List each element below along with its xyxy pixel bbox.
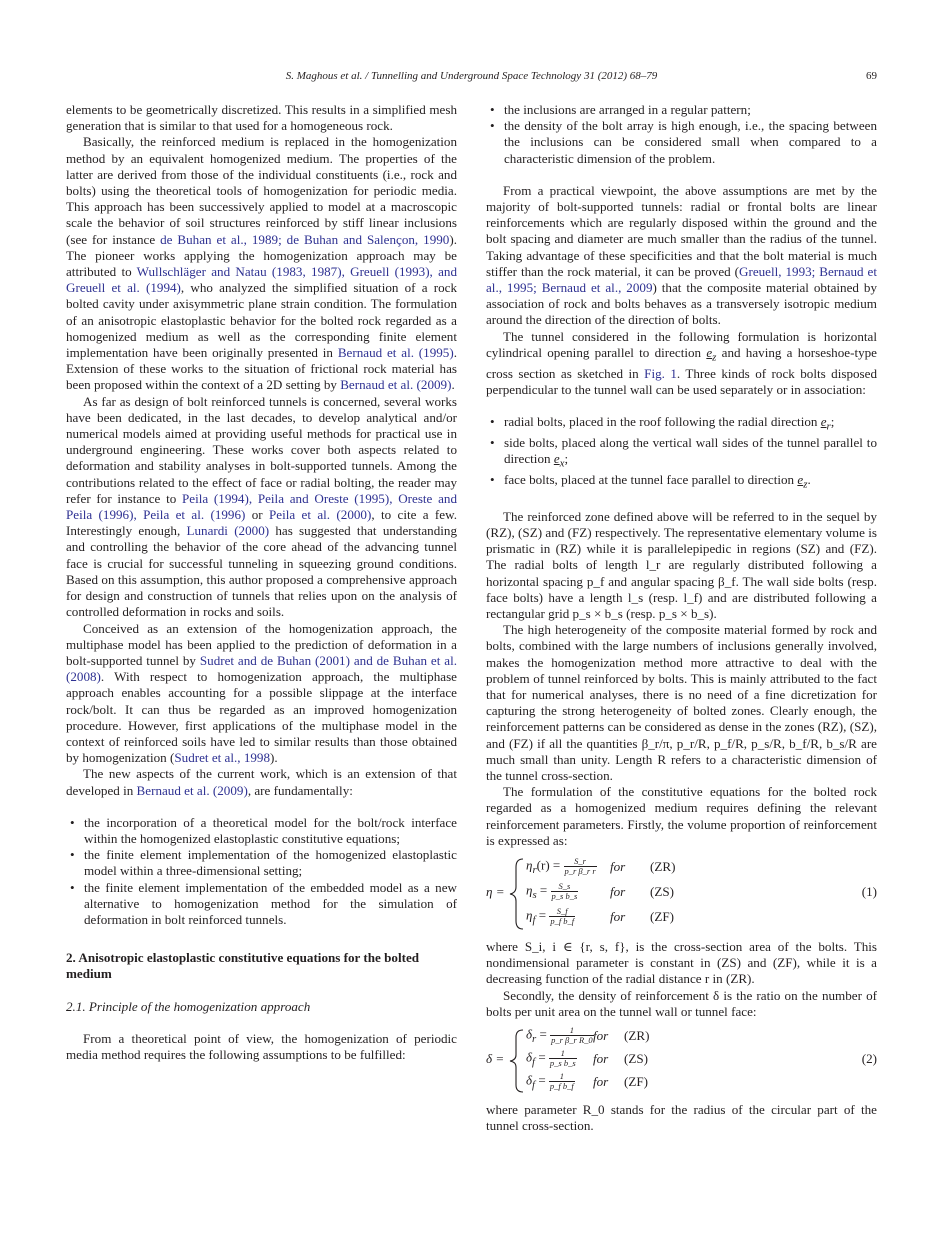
subsection-heading: 2.1. Principle of the homogenization approach bbox=[66, 998, 311, 1014]
equation-row: $\eta_f$ = $\frac{S\_f}{\text{p\_f b\_f}}$ bbox=[526, 905, 575, 927]
left-column bbox=[66, 102, 457, 1063]
right-column bbox=[486, 102, 877, 1134]
list-item: • side bolts, placed along the vertical wall sides of the tunnel parallel to direction $e_x$; bbox=[486, 435, 877, 472]
paragraph: From a theoretical point of view, the homogenization of periodic media method requires the following assumptions to be fulfilled: bbox=[66, 1030, 457, 1062]
equation-number: (1) bbox=[861, 883, 877, 899]
paragraph: where parameter R_0 stands for the radius of the circular part of the tunnel cross-section. bbox=[486, 1101, 877, 1134]
paragraph: elements to be geometrically discretized. This results in a simplified mesh generation that is similar to that used for a homogeneous rock. bbox=[66, 102, 457, 134]
citation-link[interactable]: de Buhan et al., 1989; de Buhan and Salençon, 1990 bbox=[160, 231, 450, 247]
page-number: 69 bbox=[866, 70, 877, 82]
paragraph: From a practical viewpoint, the above assumptions are met by the majority of bolt-supported tunnels: radial or frontal bolts are linear reinforcements which are regularly disposed within the ground and the bolt spacing and diameter are much smaller than the radius of the tunnel. Taking advantage of these specificities and that the bolt material is much stiffer than the rock material, it can be proved (Greuell, 1993; Bernaud et al., 1995; Bernaud et al., 2009) that the composite material obtained by association of rock and bolts behaves as a transversely isotropic medium around the direction of the direction of bolts. bbox=[486, 182, 877, 328]
journal-citation: S. Maghous et al. / Tunnelling and Underground Space Technology 31 (2012) 68–79 bbox=[285, 70, 658, 82]
bullet-list bbox=[486, 102, 877, 167]
list-item: • face bolts, placed at the tunnel face parallel to direction $e_z$. bbox=[486, 472, 877, 493]
citation-link[interactable]: Wullschläger and Natau (1983, 1987), Greuell (1993), and Greuell et al. (1994) bbox=[66, 264, 458, 296]
list-item: • the incorporation of a theoretical model for the bolt/rock interface within the homogenized elastoplastic constitutive equations; bbox=[66, 815, 457, 847]
equation-row: $\eta_s$ = $\frac{S\_s}{\text{p\_s b\_s}}$ bbox=[526, 880, 578, 902]
paragraph: The formulation of the constitutive equations for the bolted rock regarded as a homogenized medium requires defining the relevant reinforcement parameters. Firstly, the volume proportion of reinforcement is expressed as: bbox=[486, 784, 877, 848]
list-item: • the inclusions are arranged in a regular pattern; bbox=[486, 102, 877, 118]
list-item: • the finite element implementation of the embedded model as a new alternative to homogenization method for the simulation of deformation in bolt reinforced tunnels. bbox=[66, 880, 457, 929]
section-heading: 2. Anisotropic elastoplastic constitutive equations for the bolted medium bbox=[66, 950, 420, 982]
running-head bbox=[66, 70, 877, 88]
paragraph: Basically, the reinforced medium is replaced in the homogenization method by an equivalent homogenized medium. The properties of the latter are derived from those of the individual constituents (i.e., rock and bolts) using the theoretical tools of homogenization for periodic media. This approach has been successively applied to model at a macroscopic scale the behavior of soil structures reinforced by stiff linear inclusions (see for instance de Buhan et al., 1989; de Buhan and Salençon, 1990). The pioneer works applying the homogenization approach may be attributed to Wullschläger and Natau (1983, 1987), Greuell (1993), and Greuell et al. (1994), who analyzed the simplified situation of a rock bolted cavity under axisymmetric plane strain condition. The formulation of an anisotropic elastoplastic behavior for the bolted rock regarded as a homogenized medium as well as the corresponding finite element implementation have been originally presented in Bernaud et al. (1995). Extension of these works to the situation of frictional rock material has been proposed within the context of a 2D setting by Bernaud et al. (2009). bbox=[66, 134, 458, 393]
bullet-list bbox=[66, 815, 457, 928]
equation-lhs: η = bbox=[486, 883, 505, 899]
paragraph: The new aspects of the current work, which is an extension of that developed in Bernaud et al. (2009), are fundamentally: bbox=[66, 766, 457, 798]
citation-link[interactable]: Bernaud et al. (1995) bbox=[337, 345, 454, 361]
paragraph: As far as design of bolt reinforced tunnels is concerned, several works have been dedicated, in the last decades, to develop analytical and/or numerical models aimed at providing useful methods for practical use in underground engineering. These works cover both aspects related to deformation and stability analyses in bolt-supported tunnels. Among the contributions related to the effect of face or radial bolting, the reader may refer for instance to Peila (1994), Peila and Oreste (1995), Oreste and Peila (1996), Peila et al. (1996) or Peila et al. (2000), to cite a few. Interestingly enough, Lunardi (2000) has suggested that understanding and controlling the behavior of the core ahead of the advancing tunnel face is crucial for successful tunneling in squeezing ground conditions. Based on this assumption, this author proposed a comprehensive approach for design and construction of tunnels that relies upon on the analysis of controlled deformation in rocks and soils. bbox=[66, 393, 458, 620]
citation-link[interactable]: Lunardi (2000) bbox=[186, 523, 270, 539]
equation-2: δ = $\delta_r$ = $\frac{1}{\text{p\_r β\_r R\_0}}$ for (ZR) $\delta_f$ = $\frac{1}{\text{p\_s b\_s}}$ for (ZS) $\delta_f$ = $\frac{1}{\text{p\_f b\_f}}$ for (ZF) (2) bbox=[486, 1026, 877, 1096]
list-item: • the finite element implementation of the homogenized elastoplastic model within a three-dimensional setting; bbox=[66, 847, 457, 879]
list-item: • radial bolts, placed in the roof following the radial direction $e_r$; bbox=[486, 414, 877, 435]
citation-link[interactable]: Sudret and de Buhan (2001) and de Buhan et al. (2008) bbox=[66, 652, 457, 685]
citation-link[interactable]: Bernaud et al. (2009) bbox=[340, 377, 452, 393]
paragraph: The high heterogeneity of the composite material formed by rock and bolts, combined with the large numbers of inclusions generally involved, makes the homogenization method more attractive to deal with the problem of tunnel reinforced by bolts. This is mainly attributed to the fact that for numerical analyses, there is no need of a fine dicretization for capturing the strong heterogeneity of bolted zones. Clearly enough, the reinforcement patterns can be considered as dense in the zones (RZ), (SZ), and (FZ) if all the quantities β_r/π, p_r/R, p_f/R, p_s/R, b_f/R, b_s/R are much small than unity. Length R refers to a characteristic dimension of the tunnel cross-section. bbox=[486, 622, 877, 783]
paragraph: The reinforced zone defined above will be referred to in the sequel by (RZ), (SZ) and (FZ) respectively. The representative elementary volume is prismatic in (RZ) while it is parallelepipedic in regions (SZ) and (FZ). The radial bolts of length l_r are regularly distributed following a horizontal spacing p_f and angular spacing β_f. The wall side bolts (resp. face bolts) have a length l_s (resp. l_f) and are distributed following a rectangular grid p_s × b_s (resp. p_s × b_s). bbox=[486, 508, 877, 621]
citation-link[interactable]: Bernaud et al. (2009) bbox=[136, 782, 248, 798]
equation-1: η = $\eta_r(r)$ = $\frac{S\_r}{\text{p\_r β\_r r}}$ for (ZR) $\eta_s$ = $\frac{S\_s}{\text{p\_s b\_s}}$ for (ZS) $\eta_f$ = $\frac{S\_f}{\text{p\_f b\_f}}$ for (ZF) (1) bbox=[486, 855, 877, 933]
list-item: • the density of the bolt array is high enough, i.e., the spacing between the inclusions can be considered small when compared to a characteristic dimension of the problem. bbox=[486, 118, 877, 167]
paragraph: Secondly, the density of reinforcement δ is the ratio on the number of bolts per unit area on the tunnel wall or tunnel face: bbox=[486, 987, 877, 1019]
paragraph: The tunnel considered in the following formulation is horizontal cylindrical opening parallel to direction $e_z$ and having a horseshoe-type cross section as sketched in Fig. 1. Three kinds of rock bolts disposed perpendicular to the tunnel wall can be used separately or in association: bbox=[486, 328, 878, 397]
citation-link[interactable]: Sudret et al., 1998 bbox=[174, 750, 271, 766]
paragraph: Conceived as an extension of the homogenization approach, the multiphase model has been applied to the prediction of deformation in a bolt-supported tunnel by Sudret and de Buhan (2001) and de Buhan et al. (2008). With respect to homogenization approach, the multiphase approach enables accounting for a possible slippage at the interface rock/bolt. It can thus be regarded as an improved homogenization procedure. However, first applications of the multiphase model in the context of reinforced soils have led to similar results than those obtained by homogenization (Sudret et al., 1998). bbox=[66, 620, 457, 766]
equation-lhs: δ = bbox=[486, 1050, 505, 1066]
paragraph: where S_i, i ∈ {r, s, f}, is the cross-section area of the bolts. This nondimensional parameter is constant in (ZS) and (ZF), while it is a decreasing function of the radial distance r in (ZR). bbox=[486, 938, 877, 987]
equation-number: (2) bbox=[861, 1050, 877, 1066]
equation-row: $\delta_f$ = $\frac{1}{\text{p\_f b\_f}}$ bbox=[526, 1070, 574, 1092]
equation-row: $\delta_r$ = $\frac{1}{\text{p\_r β\_r R\_0}}$ bbox=[526, 1024, 593, 1046]
citation-link[interactable]: Peila (1994), Peila and Oreste (1995), Oreste and Peila (1996), Peila et al. (1996) bbox=[66, 490, 458, 523]
citation-link[interactable]: Greuell, 1993; Bernaud et al., 1995; Bernaud et al., 2009 bbox=[486, 263, 877, 296]
equation-row: $\delta_f$ = $\frac{1}{\text{p\_s b\_s}}$ bbox=[526, 1047, 576, 1069]
figure-link[interactable]: Fig. 1 bbox=[644, 365, 677, 381]
brace-icon bbox=[486, 855, 526, 933]
equation-row: $\eta_r(r)$ = $\frac{S\_r}{\text{p\_r β\_r r}}$ bbox=[526, 855, 596, 877]
brace-icon bbox=[486, 1026, 526, 1096]
citation-link[interactable]: Peila et al. (2000) bbox=[269, 507, 372, 523]
bullet-list bbox=[486, 414, 877, 493]
